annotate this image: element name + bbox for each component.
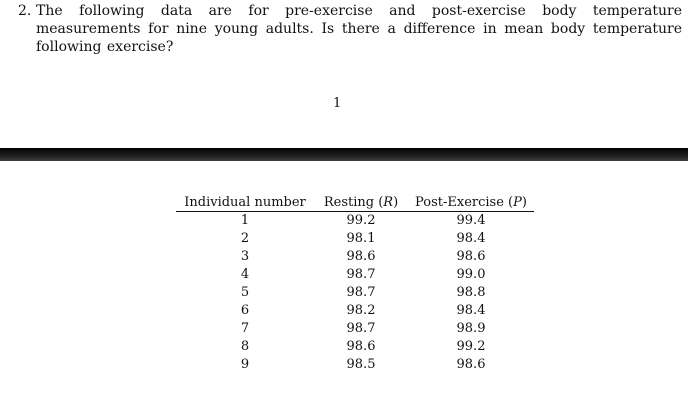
cell-individual: 2: [240, 231, 250, 246]
cell-post: 99.4: [456, 213, 486, 228]
table-row: [176, 284, 534, 302]
table-row: [176, 338, 534, 356]
cell-resting: 98.7: [346, 321, 376, 336]
cell-resting: 98.2: [346, 303, 376, 318]
cell-individual: 6: [240, 303, 250, 318]
cell-individual: 8: [240, 339, 250, 354]
header-resting-variable: R: [383, 195, 394, 210]
table-row: [176, 320, 534, 338]
table-row: [176, 248, 534, 266]
cell-resting: 98.6: [346, 249, 376, 264]
header-resting: [314, 192, 408, 212]
table-header-row: [176, 192, 534, 212]
cell-resting: 98.7: [346, 267, 376, 282]
cell-post: 98.6: [456, 357, 486, 372]
cell-resting: 98.6: [346, 339, 376, 354]
cell-individual: 4: [240, 267, 250, 282]
cell-individual: 7: [240, 321, 250, 336]
cell-individual: 9: [240, 357, 250, 372]
table-row: [176, 266, 534, 284]
cell-post: 99.2: [456, 339, 486, 354]
question-number: 2.: [18, 3, 32, 19]
cell-post: 98.6: [456, 249, 486, 264]
cell-resting: 99.2: [346, 213, 376, 228]
header-post-label: Post-Exercise (: [415, 195, 514, 210]
header-post-exercise: [408, 192, 534, 212]
cell-individual: 5: [240, 285, 250, 300]
header-post-variable: P: [513, 195, 522, 210]
table-row: [176, 230, 534, 248]
page-number: 1: [333, 96, 342, 111]
cell-post: 98.4: [456, 303, 486, 318]
table-row: [176, 212, 534, 231]
cell-resting: 98.7: [346, 285, 376, 300]
cell-post: 98.8: [456, 285, 486, 300]
cell-post: 98.9: [456, 321, 486, 336]
cell-post: 99.0: [456, 267, 486, 282]
cell-individual: 1: [240, 213, 250, 228]
table-row: [176, 302, 534, 320]
table-row: [176, 356, 534, 374]
temperature-table: [176, 192, 534, 374]
header-resting-label: Resting (: [323, 195, 384, 210]
header-post-close: ): [521, 195, 527, 210]
cell-post: 98.4: [456, 231, 486, 246]
header-resting-close: ): [393, 195, 399, 210]
cell-individual: 3: [240, 249, 250, 264]
header-individual-number: Individual number: [176, 192, 314, 212]
cell-resting: 98.5: [346, 357, 376, 372]
cell-resting: 98.1: [346, 231, 376, 246]
page-divider: [0, 148, 688, 161]
question-text: The following data are for pre-exercise and post-exercise body temperature measurements for nine young adults. Is there a difference in mean body temperature following exercise?: [36, 3, 682, 55]
